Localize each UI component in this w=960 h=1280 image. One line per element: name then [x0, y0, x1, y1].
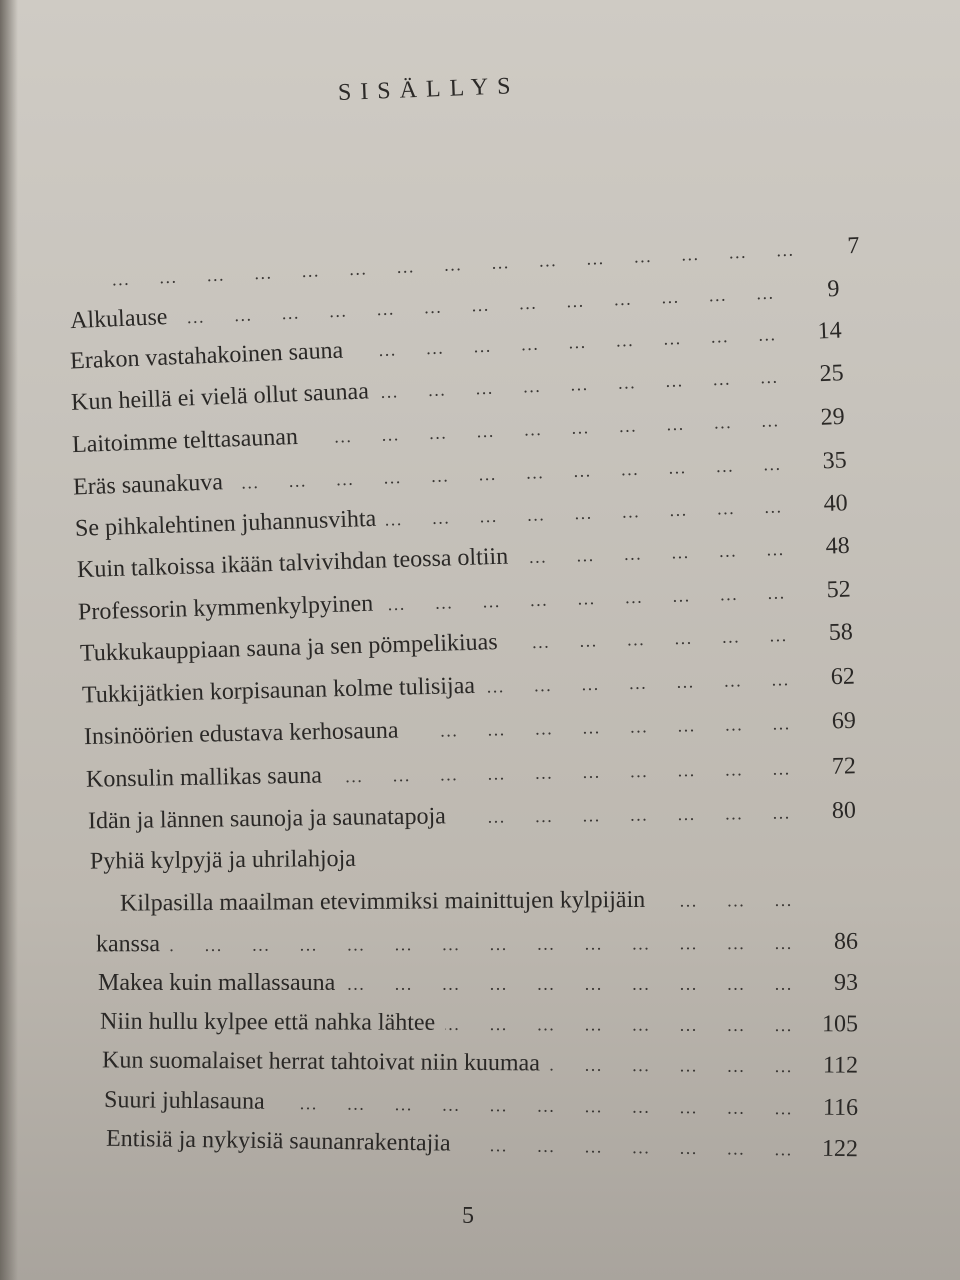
- toc-title: Kun heillä ei vielä ollut saunaa: [70, 378, 370, 416]
- page-title: SISÄLLYS: [337, 73, 520, 106]
- toc-leader: [386, 496, 786, 530]
- toc-page-number: 40: [823, 490, 849, 517]
- toc-title: Pyhiä kylpyjä ja uhrilahjoja: [89, 845, 357, 875]
- toc-leader: [518, 539, 788, 568]
- toc-leader: [332, 758, 794, 787]
- toc-page-number: 62: [830, 663, 856, 691]
- toc-page-number: 35: [822, 447, 848, 475]
- toc-leader: [408, 713, 794, 742]
- toc-leader: [383, 582, 789, 615]
- toc-row: [84, 708, 857, 758]
- toc-title: Insinöörien edustava kerhosauna: [83, 717, 399, 751]
- toc-row: [102, 1047, 858, 1086]
- toc-title: Kuin talkoissa ikään talvivihdan teossa oltiin: [76, 543, 509, 584]
- toc-page-number: 112: [822, 1052, 859, 1079]
- toc-title: Tukkukauppiaan sauna ja sen pömpelikiuas: [79, 629, 498, 667]
- toc-row: [106, 1126, 858, 1170]
- toc-title: Konsulin mallikas sauna: [85, 762, 323, 793]
- toc-row: [100, 1009, 858, 1046]
- toc-row: [96, 929, 858, 966]
- toc-page-number: 7: [846, 232, 861, 260]
- toc-row: [98, 970, 858, 1004]
- toc-page-number: 14: [817, 317, 843, 345]
- toc-leader: [445, 1014, 796, 1036]
- toc-page-number: 116: [822, 1094, 859, 1121]
- toc-row: [104, 1087, 858, 1129]
- toc-leader: [460, 1135, 796, 1161]
- toc-leader: [353, 324, 780, 362]
- toc-leader: [170, 933, 796, 956]
- toc-row: [90, 841, 785, 888]
- toc-title: Se pihkalehtinen juhannusvihta: [74, 505, 377, 542]
- toc-title: Makea kuin mallassauna: [98, 970, 336, 996]
- toc-title: Kilpasilla maailman etevimmiksi mainittujen kylpijäin: [119, 886, 646, 917]
- toc-title: Niin hullu kylpee että nahka lähtee: [99, 1008, 436, 1036]
- toc-page-number: 9: [826, 275, 841, 303]
- toc-page-number: 52: [826, 576, 852, 604]
- toc-title: Professorin kymmenkylpyinen: [77, 590, 374, 626]
- toc-page-number: 80: [831, 797, 857, 824]
- toc-leader: [485, 669, 793, 698]
- toc-title: Idän ja lännen saunoja ja saunatapoja: [87, 803, 446, 835]
- toc-leader: [655, 890, 796, 912]
- toc-page-number: 122: [821, 1135, 859, 1163]
- toc-page-number: 72: [831, 753, 857, 780]
- toc-row: [120, 885, 858, 924]
- toc-page-number: 58: [828, 619, 854, 646]
- toc-page-number: 69: [831, 707, 857, 735]
- toc-leader: [456, 803, 794, 829]
- toc-title: Tukkijätkien korpisaunan kolme tulisijaa: [81, 672, 476, 709]
- toc-row: [86, 753, 856, 800]
- toc-leader: [345, 974, 796, 995]
- page-number-footer: 5: [462, 1203, 474, 1229]
- toc-leader: [308, 410, 784, 448]
- toc-title: Suuri juhlasauna: [103, 1087, 265, 1115]
- toc-leader: [275, 1093, 797, 1119]
- toc-title: Erakon vastahakoinen sauna: [69, 337, 344, 375]
- toc-title: Kun suomalaiset herrat tahtoivat niin kuumaa: [101, 1047, 541, 1077]
- toc-page-number: 29: [820, 403, 846, 431]
- toc-title: kanssa: [95, 931, 161, 958]
- toc-title: Laitoimme telttasaunan: [71, 423, 299, 459]
- toc-page-number: 25: [819, 360, 845, 388]
- toc-title: Entisiä ja nykyisiä saunanrakentajia: [105, 1125, 451, 1157]
- toc-page-number: 48: [825, 532, 851, 560]
- toc-page-number: 105: [821, 1011, 859, 1038]
- toc-row: [88, 798, 856, 843]
- toc-title: Eräs saunakuva: [72, 469, 224, 501]
- toc-leader: [378, 367, 782, 403]
- toc-leader: [233, 454, 785, 494]
- toc-leader: [507, 625, 791, 654]
- toc-title: Alkulause: [69, 304, 168, 335]
- toc-page-number: 93: [834, 970, 858, 996]
- toc-page-number: 86: [833, 928, 859, 955]
- toc-leader: [550, 1054, 796, 1077]
